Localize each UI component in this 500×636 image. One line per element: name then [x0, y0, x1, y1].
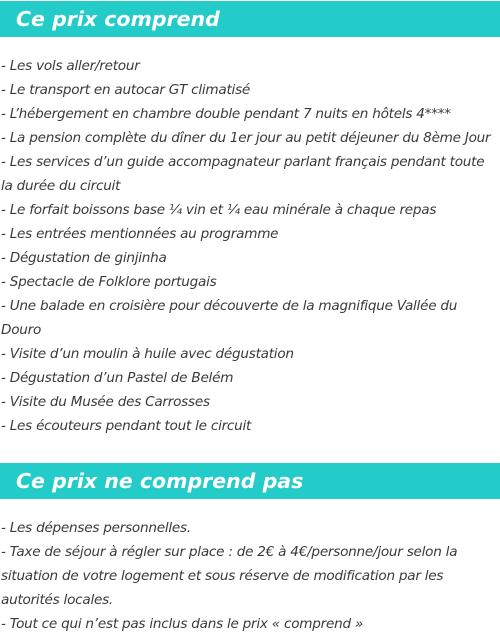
list-item: - Les services d’un guide accompagnateur parlant français pendant toute la durée du circuit — [1, 154, 485, 194]
list-item: - Spectacle de Folklore portugais — [1, 274, 217, 290]
list-item: - Les entrées mentionnées au programme — [1, 226, 279, 242]
list-item: - Les vols aller/retour — [1, 58, 140, 74]
list-item: - Tout ce qui n’est pas inclus dans le prix « comprend » — [1, 616, 364, 632]
list-item: - Les dépenses personnelles. — [1, 520, 191, 536]
list-item: - L’hébergement en chambre double pendant 7 nuits en hôtels 4**** — [1, 106, 451, 122]
excluded-list — [1, 516, 497, 636]
list-item: - Visite du Musée des Carrosses — [1, 394, 210, 410]
list-item: - Une balade en croisière pour découverte de la magnifique Vallée du Douro — [1, 298, 458, 338]
list-item: - Le forfait boissons base ¼ vin et ¼ eau minérale à chaque repas — [1, 202, 437, 218]
list-item: - Dégustation d’un Pastel de Belém — [1, 370, 234, 386]
excluded-section-title: Ce prix ne comprend pas — [0, 463, 500, 499]
list-item: - Les écouteurs pendant tout le circuit — [1, 418, 252, 434]
list-item: - La pension complète du dîner du 1er jour au petit déjeuner du 8ème Jour — [1, 130, 491, 146]
list-item: - Visite d’un moulin à huile avec dégustation — [1, 346, 294, 362]
list-item: - Taxe de séjour à régler sur place : de 2€ à 4€/personne/jour selon la situation de votre logement et sous réserve de modification par les autorités locales. — [1, 544, 458, 608]
included-list — [1, 54, 497, 438]
list-item: - Dégustation de ginjinha — [1, 250, 167, 266]
included-section-title: Ce prix comprend — [0, 1, 500, 37]
list-item: - Le transport en autocar GT climatisé — [1, 82, 251, 98]
